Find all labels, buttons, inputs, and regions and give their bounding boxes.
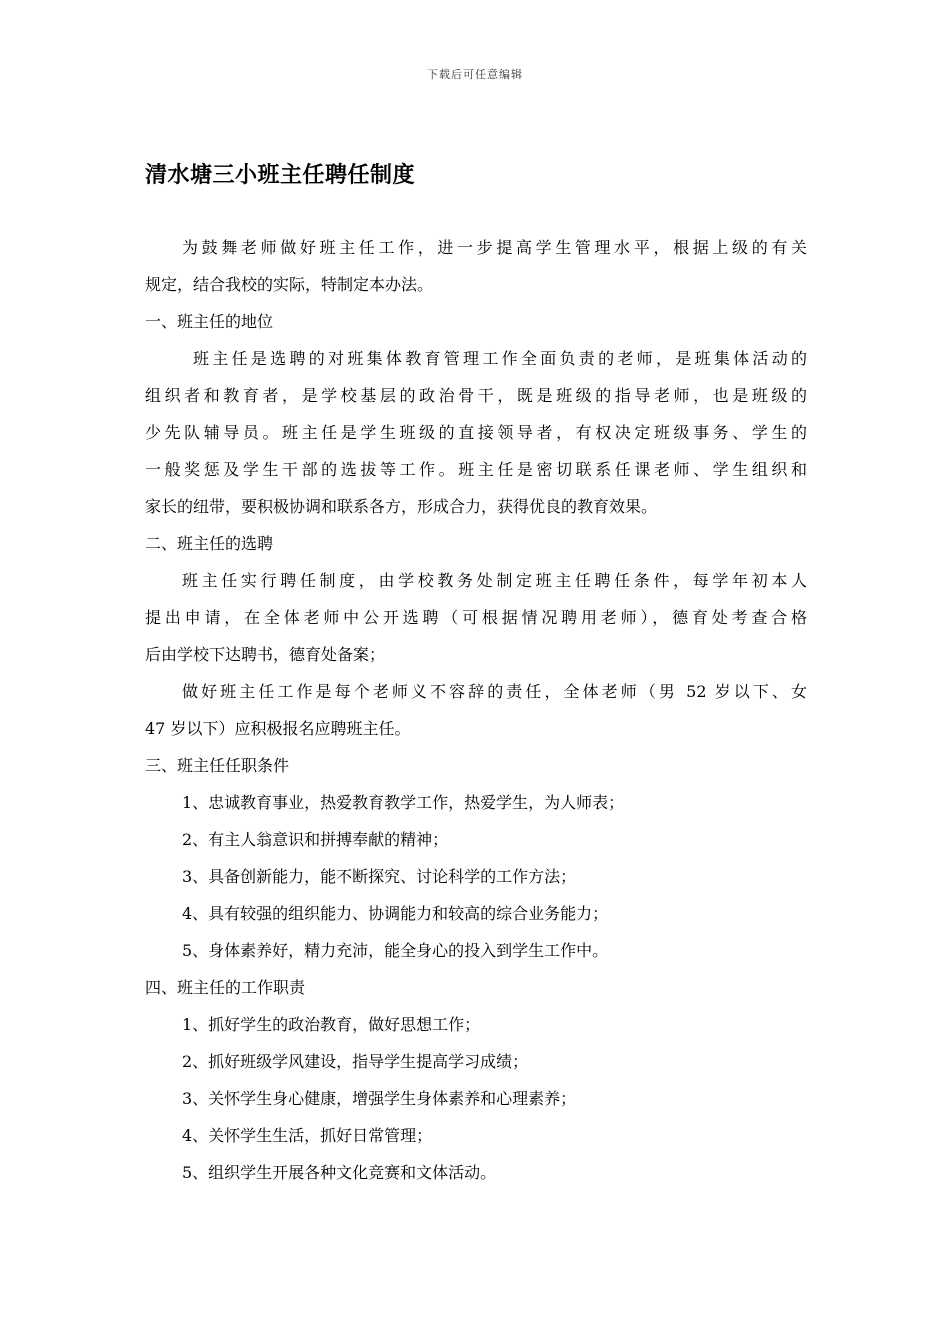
list-item: 3、具备创新能力，能不断探究、讨论科学的工作方法；	[182, 867, 577, 886]
list-item: 1、抓好学生的政治教育，做好思想工作；	[182, 1015, 481, 1034]
list-item: 4、关怀学生生活，抓好日常管理；	[182, 1126, 433, 1145]
paragraph-line: 做好班主任工作是每个老师义不容辞的责任，全体老师（男 52 岁以下、女	[182, 682, 807, 701]
section-heading: 四、班主任的工作职责	[145, 978, 306, 997]
list-item: 1、忠诚教育事业，热爱教育教学工作，热爱学生，为人师表；	[182, 793, 625, 812]
list-item: 5、身体素养好，精力充沛，能全身心的投入到学生工作中。	[182, 941, 609, 960]
paragraph-line: 47 岁以下）应积极报名应聘班主任。	[145, 719, 411, 738]
paragraph-line: 后由学校下达聘书，德育处备案；	[145, 645, 386, 664]
list-item: 4、具有较强的组织能力、协调能力和较高的综合业务能力；	[182, 904, 609, 923]
section-heading: 二、班主任的选聘	[145, 534, 274, 553]
section-heading: 三、班主任任职条件	[145, 756, 290, 775]
intro-line: 为鼓舞老师做好班主任工作，进一步提高学生管理水平，根据上级的有关	[182, 238, 807, 257]
document-body	[145, 229, 807, 1191]
list-item: 2、有主人翁意识和拼搏奉献的精神；	[182, 830, 449, 849]
header-note: 下载后可任意编辑	[427, 68, 523, 81]
list-item: 2、抓好班级学风建设，指导学生提高学习成绩；	[182, 1052, 529, 1071]
list-item: 5、组织学生开展各种文化竞赛和文体活动。	[182, 1163, 497, 1182]
paragraph-line: 班主任实行聘任制度，由学校教务处制定班主任聘任条件，每学年初本人	[182, 571, 807, 590]
document-title: 清水塘三小班主任聘任制度	[145, 163, 416, 188]
paragraph-line: 一般奖惩及学生干部的选拔等工作。班主任是密切联系任课老师、学生组织和	[145, 460, 807, 479]
list-item: 3、关怀学生身心健康，增强学生身体素养和心理素养；	[182, 1089, 577, 1108]
paragraph-line: 组织者和教育者，是学校基层的政治骨干，既是班级的指导老师，也是班级的	[145, 386, 807, 405]
section-heading: 一、班主任的地位	[145, 312, 274, 331]
intro-line: 规定，结合我校的实际，特制定本办法。	[145, 275, 434, 294]
paragraph-line: 班主任是选聘的对班集体教育管理工作全面负责的老师，是班集体活动的	[193, 349, 807, 368]
paragraph-line: 少先队辅导员。班主任是学生班级的直接领导者，有权决定班级事务、学生的	[145, 423, 807, 442]
paragraph-line: 家长的纽带，要积极协调和联系各方，形成合力，获得优良的教育效果。	[145, 497, 658, 516]
paragraph-line: 提出申请，在全体老师中公开选聘（可根据情况聘用老师），德育处考查合格	[145, 608, 807, 627]
